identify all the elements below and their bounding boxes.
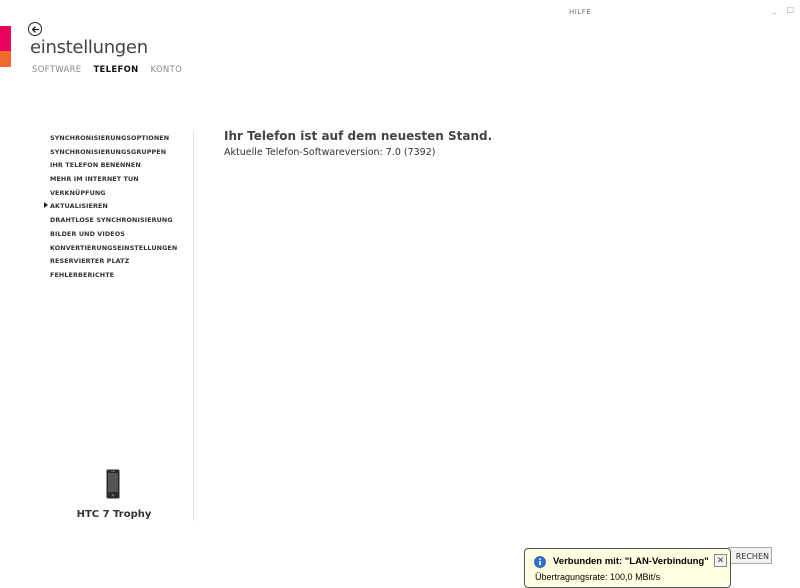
- sidebar-item-bilder-und-videos[interactable]: BILDER UND VIDEOS: [50, 229, 125, 238]
- help-link[interactable]: HILFE: [569, 8, 592, 16]
- tab-telefon[interactable]: TELEFON: [93, 65, 139, 75]
- sidebar-item-fehlerberichte[interactable]: FEHLERBERICHTE: [50, 270, 115, 279]
- notification-text: Übertragungsrate: 100,0 MBit/s: [535, 572, 661, 582]
- maximize-button[interactable]: □: [786, 5, 794, 14]
- close-icon[interactable]: ✕: [714, 554, 727, 567]
- page-title: einstellungen: [30, 37, 148, 58]
- sidebar-item-reservierter-platz[interactable]: RESERVIERTER PLATZ: [50, 257, 130, 266]
- update-status-heading: Ihr Telefon ist auf dem neuesten Stand.: [224, 129, 493, 143]
- sidebar-item-verknuepfung[interactable]: VERKNÜPFUNG: [50, 188, 106, 197]
- phone-icon: [106, 469, 120, 499]
- settings-tabs: [32, 65, 182, 75]
- arrow-left-icon: [31, 25, 40, 34]
- notification-title: Verbunden mit: "LAN-Verbindung": [553, 556, 709, 567]
- partial-bottom-button[interactable]: RECHEN: [728, 547, 772, 564]
- brand-accent-bar: [0, 26, 11, 67]
- window-controls: [772, 5, 794, 14]
- sidebar-item-telefon-benennen[interactable]: IHR TELEFON BENENNEN: [50, 161, 141, 170]
- sidebar-item-aktualisieren[interactable]: AKTUALISIEREN: [50, 201, 190, 215]
- info-icon: [534, 556, 546, 568]
- tab-software[interactable]: SOFTWARE: [32, 65, 82, 75]
- device-name: HTC 7 Trophy: [76, 509, 152, 520]
- sidebar-item-drahtlose-synchronisierung[interactable]: DRAHTLOSE SYNCHRONISIERUNG: [50, 216, 173, 225]
- sidebar-item-konvertierungseinstellungen[interactable]: KONVERTIERUNGSEINSTELLUNGEN: [50, 243, 178, 252]
- tab-konto[interactable]: KONTO: [150, 65, 183, 75]
- settings-sidebar: [50, 133, 190, 284]
- minimize-button[interactable]: _: [772, 5, 777, 14]
- sidebar-divider: [193, 131, 194, 521]
- back-button[interactable]: [28, 22, 42, 36]
- sidebar-item-synchronisierungsoptionen[interactable]: SYNCHRONISIERUNGSOPTIONEN: [50, 134, 170, 142]
- network-notification-balloon[interactable]: [524, 548, 731, 588]
- software-version-text: Aktuelle Telefon-Softwareversion: 7.0 (7392): [224, 147, 436, 158]
- sidebar-item-mehr-im-internet[interactable]: MEHR IM INTERNET TUN: [50, 175, 139, 184]
- sidebar-item-synchronisierungsgruppen[interactable]: SYNCHRONISIERUNGSGRUPPEN: [50, 147, 167, 156]
